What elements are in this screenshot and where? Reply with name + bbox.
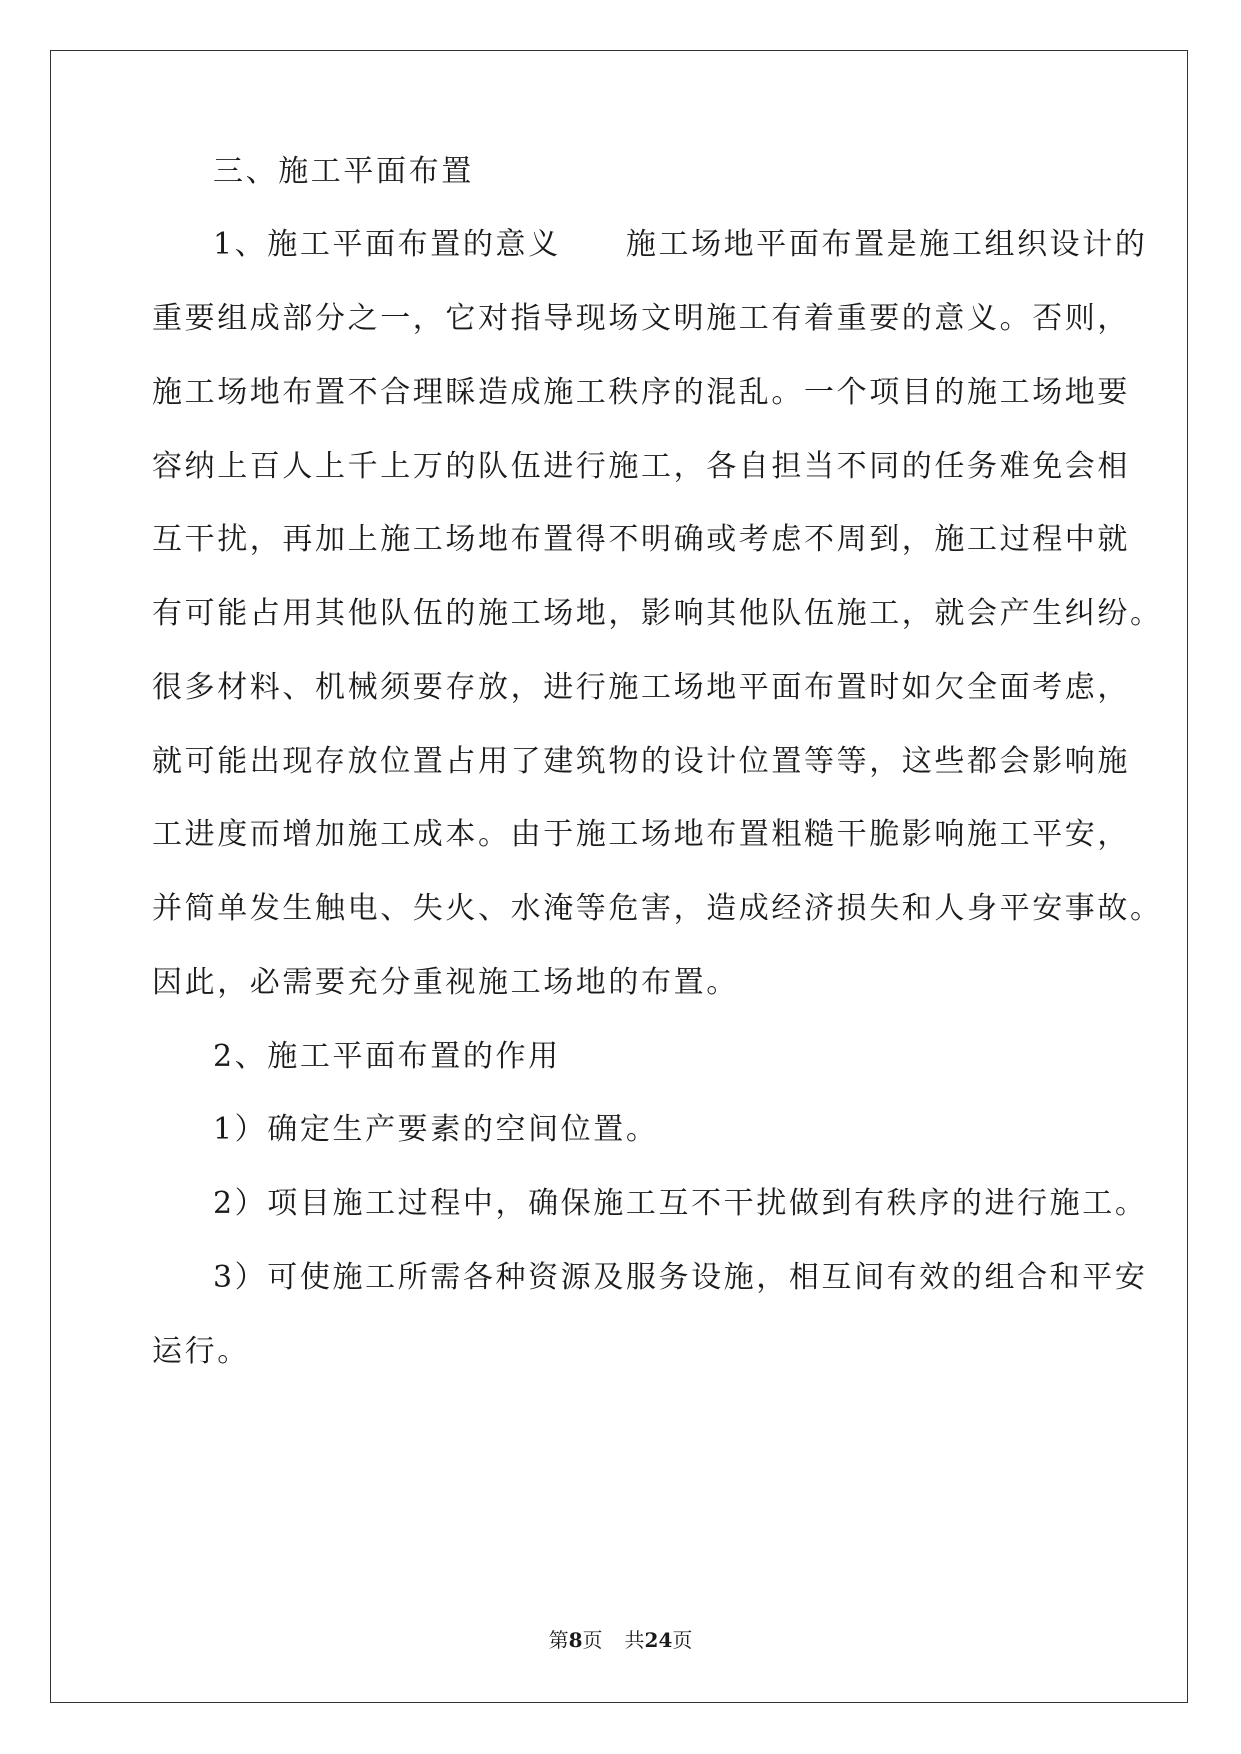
paragraph-line: 1、施工平面布置的意义 施工场地平面布置是施工组织设计的 [213,227,1148,262]
page-border [50,50,1188,1703]
paragraph-line: 并简单发生触电、失火、水淹等危害，造成经济损失和人身平安事故。 [152,891,1163,926]
list-item: 2）项目施工过程中，确保施工互不干扰做到有秩序的进行施工。 [213,1186,1148,1221]
paragraph-line: 重要组成部分之一，它对指导现场文明施工有着重要的意义。否则， [152,301,1130,336]
footer-page-number: 8 [568,1628,583,1652]
page-footer [0,1627,1241,1653]
paragraph-line: 因此，必需要充分重视施工场地的布置。 [152,965,739,1000]
list-item: 1）确定生产要素的空间位置。 [213,1112,659,1147]
paragraph-line: 就可能出现存放位置占用了建筑物的设计位置等等，这些都会影响施 [152,744,1130,779]
footer-page-prefix: 第 [548,1628,569,1652]
paragraph-line: 有可能占用其他队伍的施工场地，影响其他队伍施工，就会产生纠纷。 [152,596,1163,631]
paragraph-line: 容纳上百人上千上万的队伍进行施工，各自担当不同的任务难免会相 [152,449,1130,484]
paragraph-line: 工进度而增加施工成本。由于施工场地布置粗糙干脆影响施工平安， [152,817,1130,852]
list-item: 3）可使施工所需各种资源及服务设施，相互间有效的组合和平安 [213,1260,1148,1295]
list-item-continuation: 运行。 [152,1334,250,1369]
paragraph-line: 互干扰，再加上施工场地布置得不明确或考虑不周到，施工过程中就 [152,522,1130,557]
section-heading: 三、施工平面布置 [213,154,474,189]
footer-page-suffix: 页 [582,1628,603,1652]
footer-total-pages: 24 [644,1628,673,1652]
footer-total-suffix: 页 [672,1628,693,1652]
paragraph-line: 施工场地布置不合理睬造成施工秩序的混乱。一个项目的施工场地要 [152,375,1130,410]
footer-total-prefix: 共 [624,1628,645,1652]
paragraph-line: 很多材料、机械须要存放，进行施工场地平面布置时如欠全面考虑， [152,670,1130,705]
subsection-heading: 2、施工平面布置的作用 [213,1039,561,1074]
